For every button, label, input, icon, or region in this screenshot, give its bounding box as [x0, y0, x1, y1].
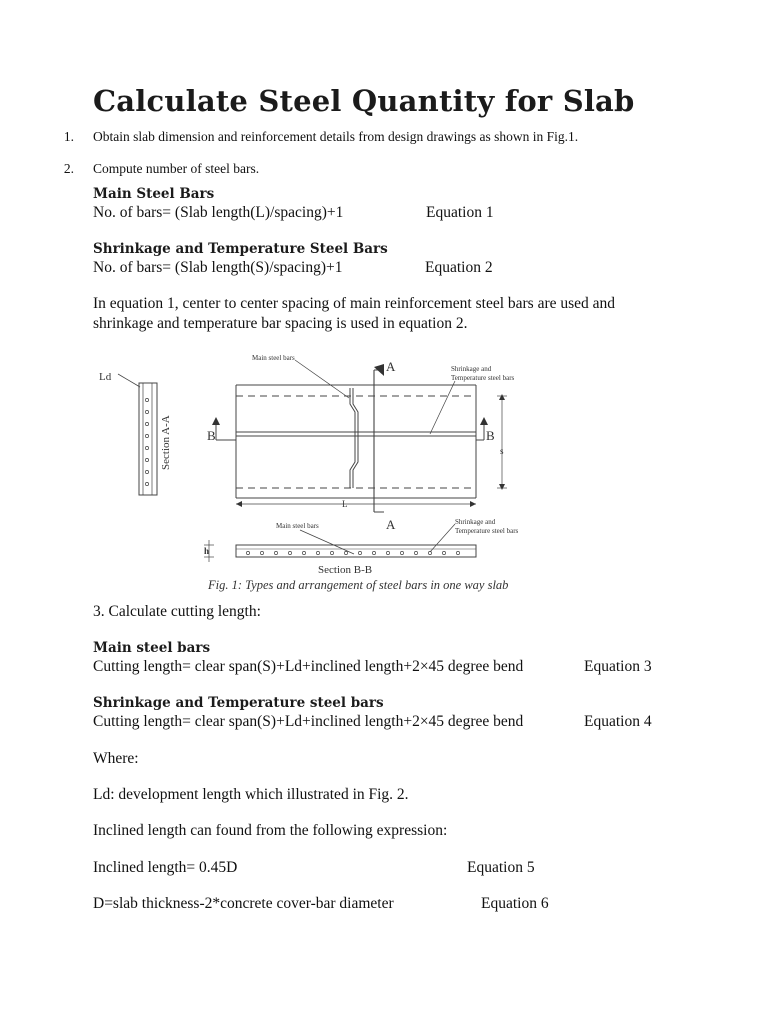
dimension-s-label: s: [500, 446, 504, 456]
equation-5-formula: Inclined length= 0.45D: [93, 859, 238, 876]
equation-5-label: Equation 5: [467, 859, 535, 876]
section-b-label-right: B: [486, 428, 495, 443]
dimension-l-label: L: [342, 499, 348, 509]
page-title: Calculate Steel Quantity for Slab: [93, 84, 635, 118]
step-number-1: 1.: [63, 129, 74, 144]
section-a-label-bottom: A: [386, 517, 396, 532]
main-steel-bars-label-bottom: Main steel bars: [276, 522, 319, 530]
ld-leader: [118, 374, 140, 387]
step-text-2: Compute number of steel bars.: [93, 161, 260, 176]
main-bars-formula: No. of bars= (Slab length(L)/spacing)+1: [93, 204, 344, 221]
main-cut-formula: Cutting length= clear span(S)+Ld+inclined length+2×45 degree bend: [93, 658, 524, 675]
section-bb-label: Section B-B: [318, 564, 373, 576]
section-a-label-top: A: [386, 359, 396, 374]
main-steel-bars-leader-top: [295, 360, 349, 398]
equation-3-label: Equation 3: [584, 658, 652, 675]
shrinkage-label-bottom-1: Shrinkage and: [455, 518, 496, 526]
shrinkage-label-top-1: Shrinkage and: [451, 365, 492, 373]
step-3-text: 3. Calculate cutting length:: [93, 603, 261, 620]
figure-caption: Fig. 1: Types and arrangement of steel bars in one way slab: [208, 578, 509, 592]
inclined-length-intro: Inclined length can found from the following expression:: [93, 822, 448, 839]
main-steel-bars-label-top: Main steel bars: [252, 354, 295, 362]
slab-reinforcement-figure: [0, 340, 768, 580]
equation-1-label: Equation 1: [426, 204, 494, 221]
equation-6-formula: D=slab thickness-2*concrete cover-bar diameter: [93, 895, 394, 912]
section-aa-label: Section A-A: [160, 415, 172, 470]
step-number-2: 2.: [63, 161, 74, 176]
where-label: Where:: [93, 750, 139, 767]
shrinkage-label-top-2: Temperature steel bars: [451, 374, 515, 382]
main-bars-heading: Main Steel Bars: [93, 186, 215, 202]
ld-label: Ld: [99, 371, 112, 383]
equation-2-label: Equation 2: [425, 259, 493, 276]
shrinkage-cut-heading: Shrinkage and Temperature steel bars: [93, 695, 384, 711]
main-cut-heading: Main steel bars: [93, 640, 211, 656]
shrinkage-bars-heading: Shrinkage and Temperature Steel Bars: [93, 241, 388, 257]
dimension-h-label: h: [204, 546, 210, 556]
equation-6-label: Equation 6: [481, 895, 549, 912]
step-text-1: Obtain slab dimension and reinforcement details from design drawings as shown in Fig.1.: [93, 129, 579, 144]
section-b-label-left: B: [207, 428, 216, 443]
shrinkage-bars-formula: No. of bars= (Slab length(S)/spacing)+1: [93, 259, 343, 276]
shrinkage-label-bottom-2: Temperature steel bars: [455, 527, 519, 535]
ld-definition: Ld: development length which illustrated in Fig. 2.: [93, 786, 409, 803]
explanation-line-1: In equation 1, center to center spacing of main reinforcement steel bars are used and: [93, 295, 616, 312]
shrinkage-cut-formula: Cutting length= clear span(S)+Ld+inclined length+2×45 degree bend: [93, 713, 524, 730]
section-bb-outline: [236, 545, 476, 557]
equation-4-label: Equation 4: [584, 713, 652, 730]
explanation-line-2: shrinkage and temperature bar spacing is used in equation 2.: [93, 315, 468, 332]
shrinkage-leader-top: [430, 381, 455, 434]
